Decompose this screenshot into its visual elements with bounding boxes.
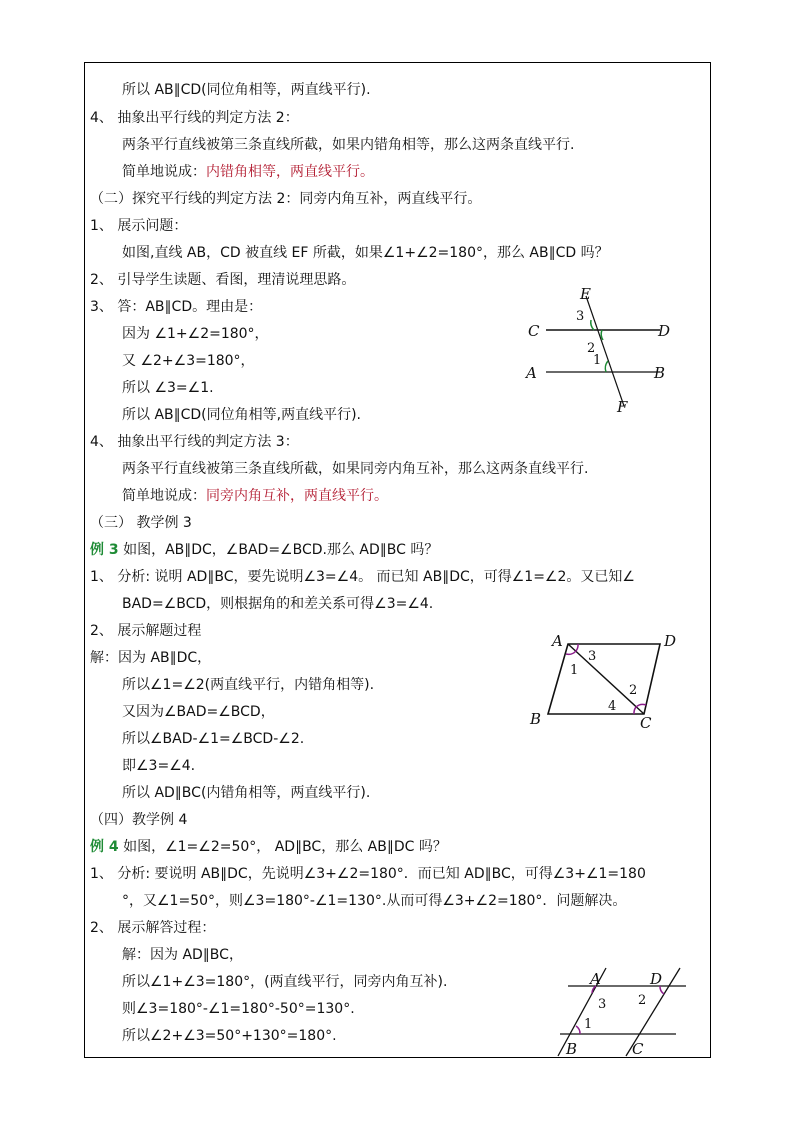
label-c: C (632, 1040, 644, 1058)
text-line: 1、 分析: 要说明 AB∥DC，先说明∠3+∠2=180°．而已知 AD∥BC，可得∠3+∠1=180 (90, 866, 646, 882)
text-line: 因为 ∠1+∠2=180°， (122, 326, 269, 342)
text-line: 又 ∠2+∠3=180°， (122, 353, 255, 369)
example-text: 如图，AB∥DC，∠BAD=∠BCD.那么 AD∥BC 吗？ (118, 542, 439, 558)
text-line (122, 162, 374, 182)
label-d: D (664, 632, 677, 650)
label-a: A (552, 632, 563, 650)
angle-2-arc (601, 330, 603, 340)
example-label: 例 3 (90, 542, 119, 558)
angle-2-arc (636, 704, 646, 707)
text-line: 2、 展示解题过程 (90, 623, 202, 639)
highlight-text: 同旁内角互补，两直线平行。 (206, 488, 388, 504)
text-line: 2、 展示解答过程： (90, 920, 216, 936)
angle-3-label: 3 (576, 309, 585, 324)
text-line: 所以 AB∥CD(同位角相等，两直线平行). (122, 82, 371, 98)
text-prefix: 简单地说成： (122, 488, 206, 504)
label-b: B (566, 1040, 578, 1058)
text-line: 两条平行直线被第三条直线所截，如果同旁内角互补，那么这两条直线平行. (122, 461, 589, 477)
label-a: A (526, 364, 537, 382)
section-heading: （四）教学例 4 (90, 812, 188, 828)
text-line: 所以∠1=∠2(两直线平行，内错角相等). (122, 677, 375, 693)
label-e: E (580, 285, 591, 303)
angle-2-label: 2 (638, 993, 647, 1008)
section-heading: （二）探究平行线的判定方法 2：同旁内角互补，两直线平行。 (90, 191, 482, 207)
text-line: 两条平行直线被第三条直线所截，如果内错角相等，那么这两条直线平行. (122, 137, 575, 153)
text-line: 则∠3=180°-∠1=180°-50°=130°. (122, 1001, 355, 1017)
figure-parallel-transversal (520, 282, 680, 418)
text-line: 所以 ∠3=∠1. (122, 380, 214, 396)
angle-1-arc (566, 651, 576, 654)
label-c: C (528, 322, 540, 340)
angle-1-label: 1 (593, 353, 602, 368)
figure-parallelogram (526, 630, 686, 734)
angle-2-label: 2 (629, 683, 638, 698)
angle-3-label: 3 (598, 997, 607, 1012)
text-line (122, 486, 388, 506)
text-line: 2、 引导学生读题、看图，理清说理思路。 (90, 272, 356, 288)
angle-3-label: 3 (588, 649, 597, 664)
text-line: 3、 答：AB∥CD。理由是： (90, 299, 263, 315)
text-line: 所以 AD∥BC(内错角相等，两直线平行). (122, 785, 371, 801)
angle-3-arc (576, 644, 578, 651)
example-line (90, 837, 447, 857)
angle-1-label: 1 (584, 1017, 593, 1032)
label-b: B (654, 364, 666, 382)
diagonal-ac (568, 644, 644, 714)
text-line: °，又∠1=50°，则∠3=180°-∠1=130°.从而可得∠3+∠2=180°．问题解决。 (122, 893, 627, 909)
text-line: 又因为∠BAD=∠BCD， (122, 704, 275, 720)
label-d: D (650, 970, 663, 988)
text-line: 如图,直线 AB，CD 被直线 EF 所截，如果∠1+∠2=180°，那么 AB∥CD 吗？ (122, 245, 609, 261)
text-line: 4、 抽象出平行线的判定方法 3： (90, 434, 299, 450)
text-line: 所以∠BAD-∠1=∠BCD-∠2. (122, 731, 305, 747)
example-text: 如图，∠1=∠2=50°， AD∥BC，那么 AB∥DC 吗？ (118, 839, 447, 855)
text-line: 即∠3=∠4. (122, 758, 196, 774)
text-line: 1、 展示问题： (90, 218, 188, 234)
text-line: 解：因为 AB∥DC， (90, 650, 212, 666)
text-line: 解：因为 AD∥BC， (122, 947, 243, 963)
angle-1-arc (576, 1026, 580, 1034)
angle-2-label: 2 (587, 341, 596, 356)
label-d: D (658, 322, 671, 340)
label-b: B (530, 710, 542, 728)
text-prefix: 简单地说成： (122, 164, 206, 180)
label-f: F (617, 398, 628, 416)
angle-1-label: 1 (570, 663, 579, 678)
text-line: 所以 AB∥CD(同位角相等,两直线平行). (122, 407, 362, 423)
angle-1-arc (605, 361, 608, 372)
text-line: BAD=∠BCD，则根据角的和差关系可得∠3=∠4. (122, 596, 434, 612)
figure-two-transversals (550, 960, 700, 1060)
highlight-text: 内错角相等，两直线平行。 (206, 164, 374, 180)
label-a: A (590, 970, 601, 988)
parallelogram-abcd (548, 644, 660, 714)
label-c: C (640, 714, 652, 732)
example-line (90, 540, 438, 560)
angle-3-arc (591, 320, 594, 330)
text-line: 所以∠2+∠3=50°+130°=180°. (122, 1028, 337, 1044)
angle-4-label: 4 (608, 699, 617, 714)
text-line: 所以∠1+∠3=180°，(两直线平行，同旁内角互补). (122, 974, 448, 990)
section-heading: （三） 教学例 3 (90, 515, 192, 531)
example-label: 例 4 (90, 839, 119, 855)
angle-4-arc (634, 707, 636, 714)
text-line: 4、 抽象出平行线的判定方法 2： (90, 110, 299, 126)
text-line: 1、 分析: 说明 AD∥BC，要先说明∠3=∠4。 而已知 AB∥DC，可得∠1=∠2。又已知∠ (90, 569, 635, 585)
